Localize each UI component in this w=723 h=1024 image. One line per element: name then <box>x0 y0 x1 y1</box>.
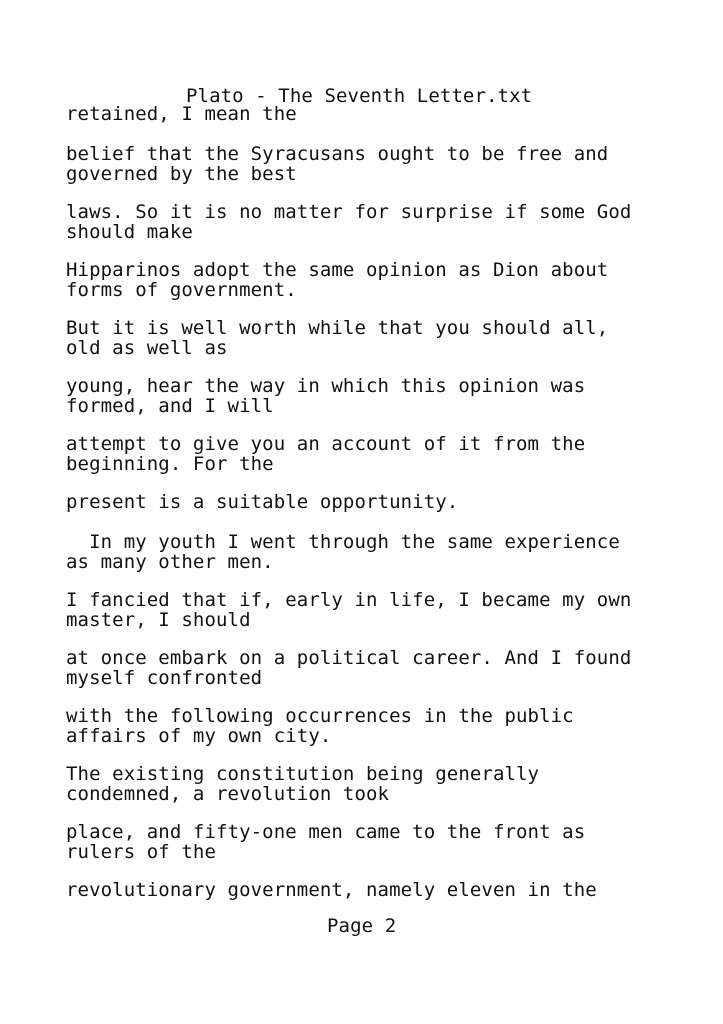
text-line: rulers of the <box>66 841 217 863</box>
text-line: formed, and I will <box>66 395 274 417</box>
text-line: affairs of my own city. <box>66 725 332 747</box>
text-line: governed by the best <box>66 163 297 185</box>
text-line: The existing constitution being generally <box>66 763 540 785</box>
text-line: as many other men. <box>66 551 274 573</box>
text-line: revolutionary government, namely eleven in the <box>66 879 597 901</box>
text-line: laws. So it is no matter for surprise if some God <box>66 201 632 223</box>
text-line: present is a suitable opportunity. <box>66 491 459 513</box>
text-line: attempt to give you an account of it from the <box>66 433 586 455</box>
text-line: But it is well worth while that you should all, <box>66 317 609 339</box>
text-line: myself confronted <box>66 667 263 689</box>
page-header-title: Plato - The Seventh Letter.txt <box>186 85 533 107</box>
text-line: I fancied that if, early in life, I became my own <box>66 589 632 611</box>
text-line: In my youth I went through the same experience <box>66 531 620 553</box>
text-line: place, and fifty-one men came to the front as <box>66 821 586 843</box>
text-line: forms of government. <box>66 279 297 301</box>
text-line: master, I should <box>66 609 251 631</box>
page-number: Page 2 <box>327 915 397 937</box>
text-line: beginning. For the <box>66 453 274 475</box>
text-line: retained, I mean the <box>66 103 297 125</box>
text-line: young, hear the way in which this opinion was <box>66 375 586 397</box>
text-line: should make <box>66 221 193 243</box>
text-line: Hipparinos adopt the same opinion as Dion about <box>66 259 609 281</box>
text-line: belief that the Syracusans ought to be free and <box>66 143 609 165</box>
text-line: old as well as <box>66 337 228 359</box>
text-line: with the following occurrences in the public <box>66 705 574 727</box>
text-line: condemned, a revolution took <box>66 783 390 805</box>
text-line: at once embark on a political career. And I found <box>66 647 632 669</box>
